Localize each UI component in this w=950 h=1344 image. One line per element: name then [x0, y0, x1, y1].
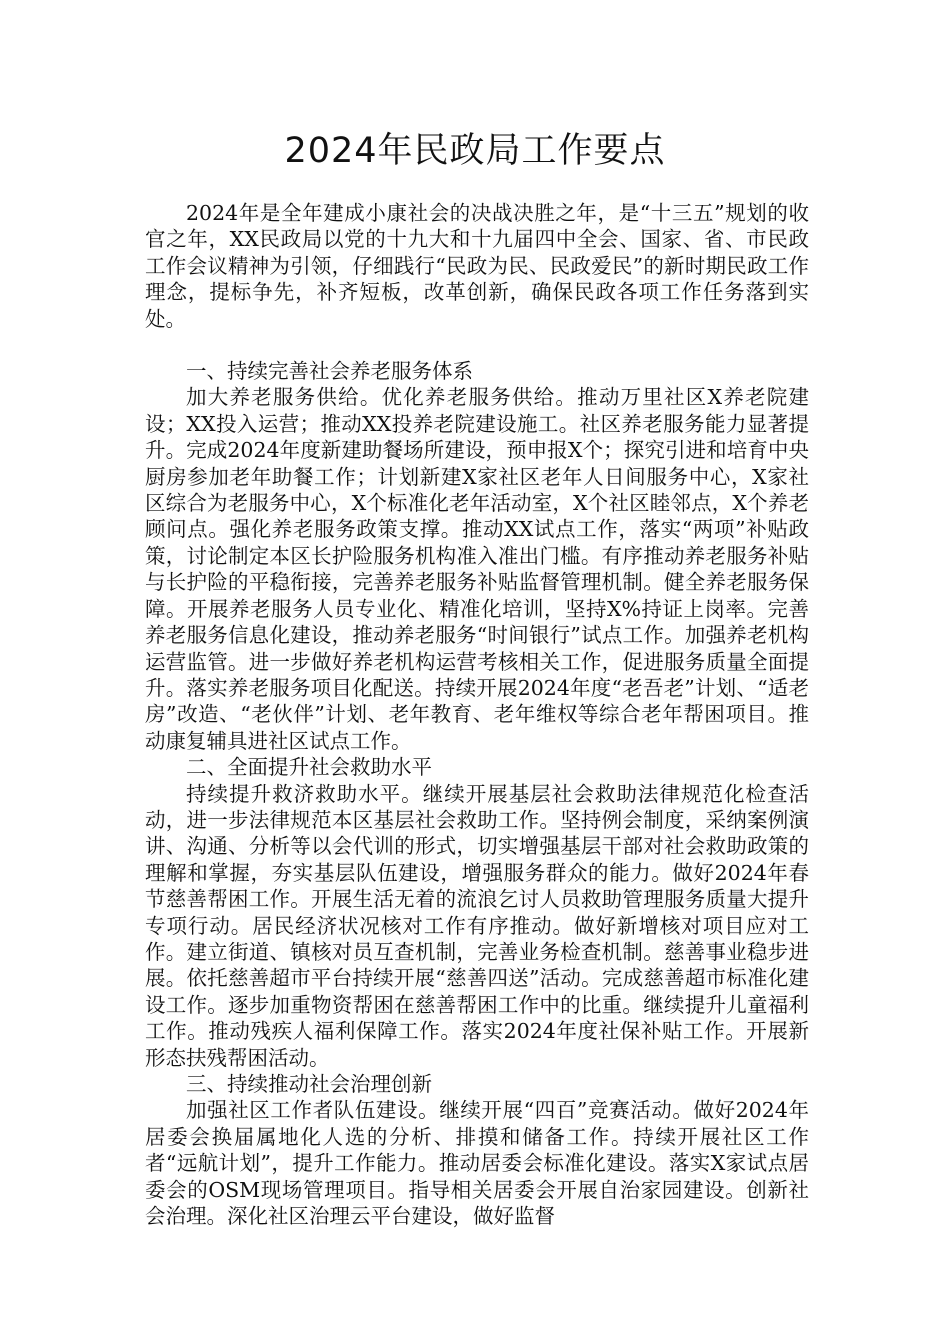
document-title: 2024年民政局工作要点 — [284, 131, 666, 171]
document-body — [145, 200, 809, 1229]
intro-paragraph: 2024年是全年建成小康社会的决战决胜之年，是“十三五”规划的收官之年，XX民政局以党的十九大和十九届四中全会、国家、省、市民政工作会议精神为引领，仔细践行“民政为民、民政爱民”的新时期民政工作理念，提标争先，补齐短板，改革创新，确保民政各项工作任务落到实处。 — [145, 201, 809, 331]
paragraph-gap — [145, 332, 809, 358]
section-heading-2: 二、全面提升社会救助水平 — [186, 755, 432, 780]
section-heading-3: 三、持续推动社会治理创新 — [186, 1072, 432, 1096]
section-heading-1: 一、持续完善社会养老服务体系 — [186, 359, 473, 384]
section-text-3: 加强社区工作者队伍建设。继续开展“四百”竞赛活动。做好2024年居委会换届属地化人选的分析、排摸和储备工作。持续开展社区工作者“远航计划”，提升工作能力。推动居委会标准化建设。落实X家试点居委会的OSM现场管理项目。指导相关居委会开展自治家园建设。创新社会治理。深化社区治理云平台建设，做好监督 — [145, 1098, 809, 1229]
section-text-1: 加大养老服务供给。优化养老服务供给。推动万里社区X养老院建设；XX投入运营；推动XX投养老院建设施工。社区养老服务能力显著提升。完成2024年度新建助餐场所建设，预申报X个；探究引进和培育中央厨房参加老年助餐工作；计划新建X家社区老年人日间服务中心，X家社区综合为老服务中心，X个标准化老年活动室，X个社区睦邻点，X个养老顾问点。强化养老服务政策支撑。推动XX试点工作，落实“两项”补贴政策，讨论制定本区长护险服务机构准入准出门槛。有序推动养老服务补贴与长护险的平稳衔接，完善养老服务补贴监督管理机制。健全养老服务保障。开展养老服务人员专业化、精准化培训，坚持X%持证上岗率。完善养老服务信息化建设，推动养老服务“时间银行”试点工作。加强养老机构运营监管。进一步做好养老机构运营考核相关工作，促进服务质量全面提升。落实养老服务项目化配送。持续开展2024年度“老吾老”计划、“适老房”改造、“老伙伴”计划、老年教育、老年维权等综合老年帮困项目。推动康复辅具进社区试点工作。 — [145, 385, 809, 753]
section-text-2: 持续提升救济救助水平。继续开展基层社会救助法律规范化检查活动，进一步法律规范本区基层社会救助工作。坚持例会制度，采纳案例演讲、沟通、分析等以会代训的形式，切实增强基层干部对社会救助政策的理解和掌握，夯实基层队伍建设，增强服务群众的能力。做好2024年春节慈善帮困工作。开展生活无着的流浪乞讨人员救助管理服务质量大提升专项行动。居民经济状况核对工作有序推动。做好新增核对项目应对工作。建立街道、镇核对员互查机制，完善业务检查机制。慈善事业稳步进展。依托慈善超市平台持续开展“慈善四送”活动。完成慈善超市标准化建设工作。逐步加重物资帮困在慈善帮困工作中的比重。继续提升儿童福利工作。推动残疾人福利保障工作。落实2024年度社保补贴工作。开展新形态扶残帮困活动。 — [145, 781, 809, 1070]
